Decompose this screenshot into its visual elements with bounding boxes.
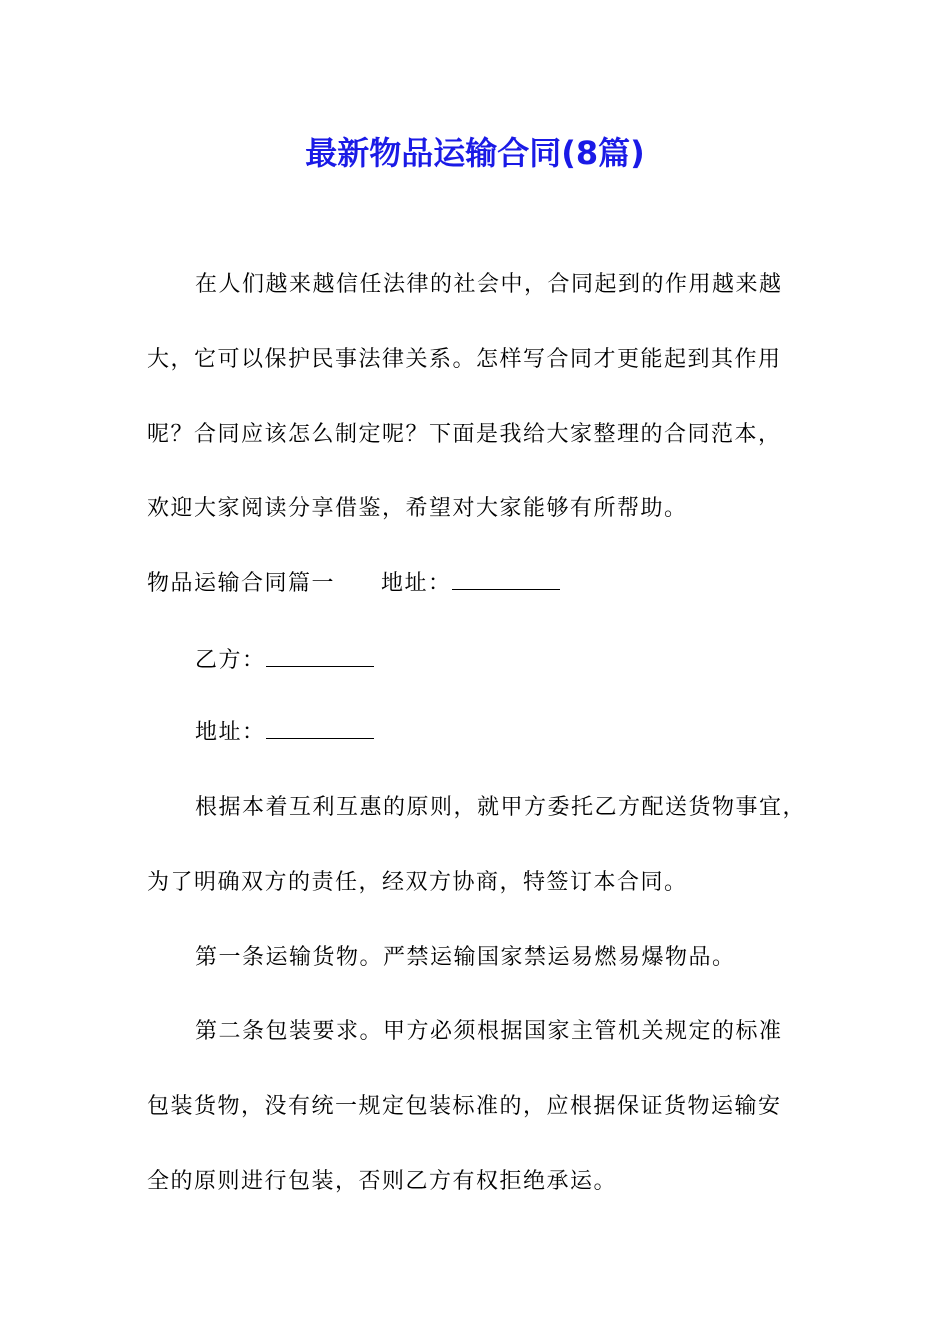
address-label-2: 地址： [195, 720, 266, 745]
party-b-label: 乙方： [195, 648, 266, 673]
address-row-2 [195, 718, 374, 748]
intro-line-3: 呢？合同应该怎么制定呢？下面是我给大家整理的合同范本， [147, 422, 782, 447]
intro-line-1: 在人们越来越信任法律的社会中，合同起到的作用越来越 [195, 272, 783, 297]
address-blank-1 [452, 569, 560, 590]
purpose-line-1: 根据本着互利互惠的原则，就甲方委托乙方配送货物事宜， [195, 795, 807, 820]
document-title: 最新物品运输合同(8篇) [305, 134, 645, 172]
article-2-line-2: 包装货物，没有统一规定包装标准的，应根据保证货物运输安 [147, 1094, 782, 1119]
intro-line-2: 大，它可以保护民事法律关系。怎样写合同才更能起到其作用 [147, 347, 782, 372]
address-blank-2 [266, 718, 374, 739]
section-heading-row [147, 569, 560, 599]
section-heading: 物品运输合同篇一 [147, 571, 336, 596]
intro-line-4: 欢迎大家阅读分享借鉴，希望对大家能够有所帮助。 [147, 496, 688, 521]
party-b-row [195, 646, 374, 676]
article-1: 第一条运输货物。严禁运输国家禁运易燃易爆物品。 [195, 945, 736, 970]
party-b-blank [266, 646, 374, 667]
article-2-line-1: 第二条包装要求。甲方必须根据国家主管机关规定的标准 [195, 1019, 783, 1044]
article-2-line-3: 全的原则进行包装，否则乙方有权拒绝承运。 [147, 1169, 618, 1194]
address-label-1: 地址： [381, 571, 452, 596]
purpose-line-2: 为了明确双方的责任，经双方协商，特签订本合同。 [147, 870, 688, 895]
